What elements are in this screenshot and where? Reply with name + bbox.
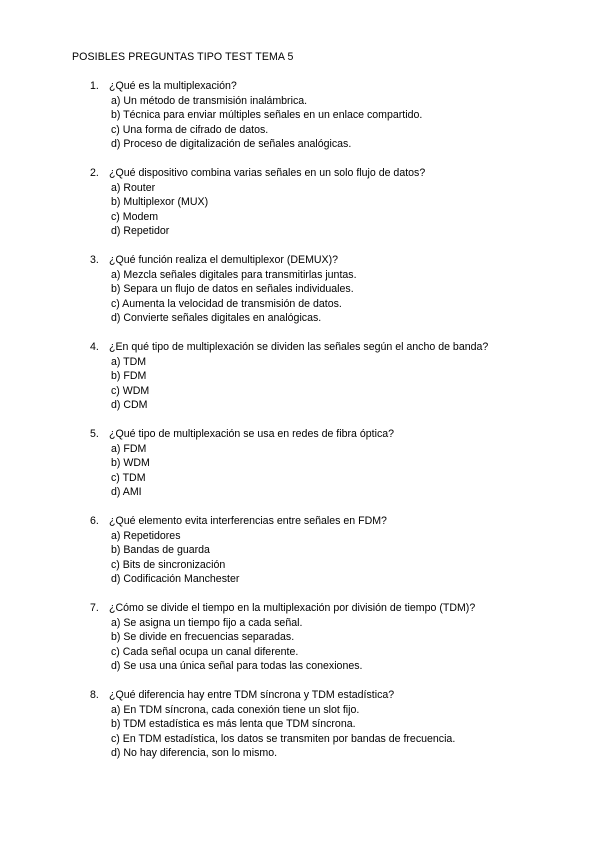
question-text: ¿Qué es la multiplexación?	[109, 80, 237, 92]
answer-option: a) Repetidores	[111, 529, 181, 542]
question-heading	[72, 601, 572, 616]
question-number: 5.	[90, 428, 99, 440]
question-number: 4.	[90, 341, 99, 353]
answer-option: b) Técnica para enviar múltiples señales en un enlace compartido.	[111, 109, 423, 121]
answer-option: c) Modem	[111, 210, 159, 223]
question-heading	[72, 688, 572, 703]
question-heading	[72, 340, 572, 355]
answer-option: a) Un método de transmisión inalámbrica.	[111, 94, 308, 107]
answer-option: b) Se divide en frecuencias separadas.	[111, 631, 295, 643]
question-number: 8.	[90, 689, 99, 701]
answer-option: c) En TDM estadística, los datos se transmiten por bandas de frecuencia.	[111, 732, 456, 745]
document-title: POSIBLES PREGUNTAS TIPO TEST TEMA 5	[72, 51, 294, 63]
answer-option: d) Codificación Manchester	[111, 573, 240, 585]
answer-option: b) FDM	[111, 370, 147, 382]
question-heading	[72, 79, 572, 94]
question-2	[72, 166, 572, 239]
question-heading	[72, 253, 572, 268]
answer-option: d) AMI	[111, 486, 142, 498]
answer-option: c) WDM	[111, 384, 150, 397]
question-text: ¿Qué dispositivo combina varias señales en un solo flujo de datos?	[109, 167, 426, 179]
question-7	[72, 601, 572, 674]
answer-option: d) Proceso de digitalización de señales analógicas.	[111, 138, 352, 150]
question-4	[72, 340, 572, 413]
answer-option: d) CDM	[111, 399, 148, 411]
answer-option: b) Separa un flujo de datos en señales individuales.	[111, 283, 354, 295]
question-3	[72, 253, 572, 326]
question-text: ¿Qué diferencia hay entre TDM síncrona y TDM estadística?	[109, 689, 395, 701]
answer-option: a) Router	[111, 181, 156, 194]
answer-option: c) Aumenta la velocidad de transmisión de datos.	[111, 297, 342, 310]
question-list	[72, 79, 572, 775]
answer-option: b) Bandas de guarda	[111, 544, 210, 556]
answer-option: a) TDM	[111, 355, 147, 368]
answer-option: a) Mezcla señales digitales para transmitirlas juntas.	[111, 268, 357, 281]
answer-option: d) Se usa una única señal para todas las conexiones.	[111, 660, 363, 672]
answer-option: a) Se asigna un tiempo fijo a cada señal.	[111, 616, 303, 629]
question-text: ¿Qué función realiza el demultiplexor (DEMUX)?	[109, 254, 339, 266]
answer-option: c) Bits de sincronización	[111, 558, 226, 571]
question-heading	[72, 166, 572, 181]
question-heading	[72, 514, 572, 529]
answer-option: a) En TDM síncrona, cada conexión tiene un slot fijo.	[111, 703, 360, 716]
question-text: ¿Qué elemento evita interferencias entre señales en FDM?	[109, 515, 387, 527]
question-5	[72, 427, 572, 500]
question-text: ¿Cómo se divide el tiempo en la multiplexación por división de tiempo (TDM)?	[109, 602, 476, 614]
question-number: 7.	[90, 602, 99, 614]
question-6	[72, 514, 572, 587]
answer-option: c) Cada señal ocupa un canal diferente.	[111, 645, 299, 658]
question-number: 2.	[90, 167, 99, 179]
answer-option: b) TDM estadística es más lenta que TDM síncrona.	[111, 718, 356, 730]
answer-option: c) TDM	[111, 471, 146, 484]
question-text: ¿Qué tipo de multiplexación se usa en redes de fibra óptica?	[109, 428, 395, 440]
answer-option: a) FDM	[111, 442, 147, 455]
answer-option: d) No hay diferencia, son lo mismo.	[111, 747, 278, 759]
answer-option: d) Repetidor	[111, 225, 170, 237]
answer-option: d) Convierte señales digitales en analógicas.	[111, 312, 322, 324]
question-8	[72, 688, 572, 761]
question-number: 1.	[90, 80, 99, 92]
question-text: ¿En qué tipo de multiplexación se dividen las señales según el ancho de banda?	[109, 341, 489, 353]
question-number: 3.	[90, 254, 99, 266]
question-1	[72, 79, 572, 152]
answer-option: c) Una forma de cifrado de datos.	[111, 123, 269, 136]
question-heading	[72, 427, 572, 442]
question-number: 6.	[90, 515, 99, 527]
answer-option: b) Multiplexor (MUX)	[111, 196, 209, 208]
answer-option: b) WDM	[111, 457, 150, 469]
